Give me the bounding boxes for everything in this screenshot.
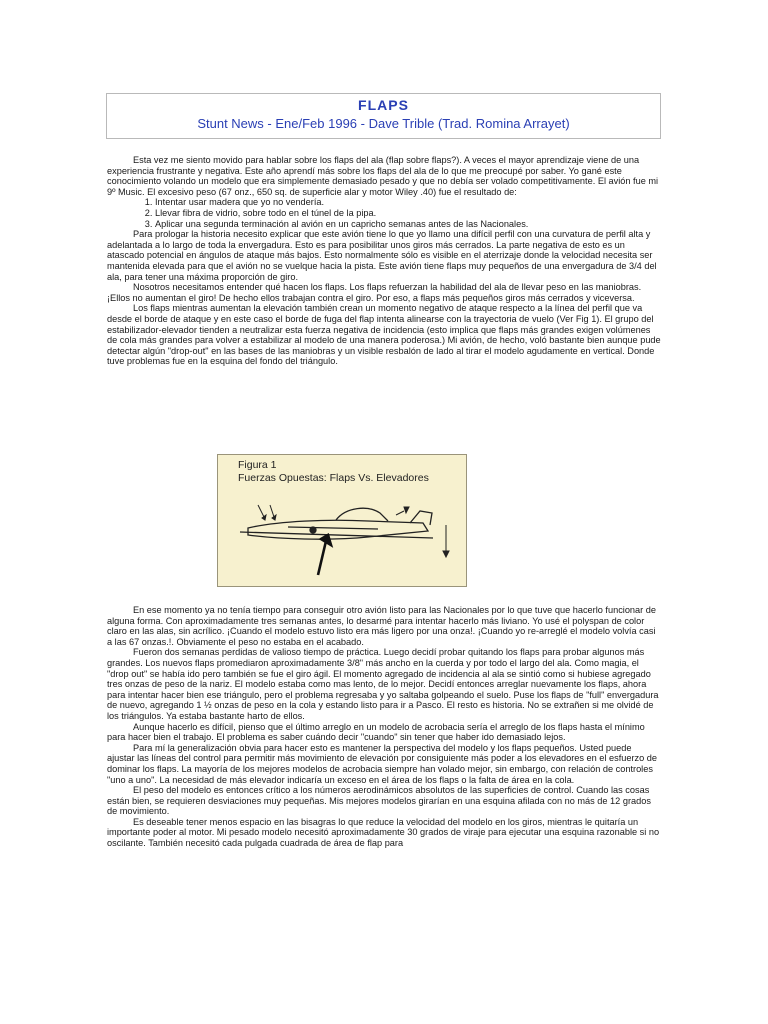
article-subtitle: Stunt News - Ene/Feb 1996 - Dave Trible (Trad. Romina Arrayet) [197,116,570,131]
lift-arrow [318,541,326,575]
force-arrows [318,535,331,575]
arrow [270,505,274,517]
article-body-part-2 [107,605,661,849]
paragraph: Aunque hacerlo es difícil, pienso que el último arreglo en un modelo de acrobacia sería el arreglo de los flaps hasta el mínimo para hacer bien el trabajo. El problema es saber cuándo decir "cuando" sin tener que haber ido demasiado lejos. [107,721,645,743]
paragraph: Nosotros necesitamos entender qué hacen los flaps. Los flaps refuerzan la habilidad del ala de llevar peso en las maniobras. ¡Ellos no aumentan el giro! De hecho ellos trabajan contra el giro. Por eso, a flaps más pequeños giros más cerrados y viceversa. [107,282,642,303]
paragraph: Los flaps mientras aumentan la elevación también crean un momento negativo de ataque respecto a la línea del perfil que va desde el borde de ataque y en este caso el borde de fuga del flap intenta alinearse con la trayectoria de vuelo (Ver Fig 1). El grupo del estabilizador-elevador tienden a neutralizar esta fuerza negativa de incidencia (esto implica que flaps más grandes exigen volúmenes de cola más grandes para volver a estabilizar al modelo de una manera poderosa.) Mi avión, de hecho, voló bastante bien aunque pude detectar algún "drop-out" en las bases de las maniobras y un visible resbalón de lado al tirar el modelo agudamente en vertical. Donde tuve problemas fue en la esquina del fondo del triángulo. [107,303,661,367]
wing-chord [288,527,378,529]
small-arrows [258,505,449,557]
paragraph: Esta vez me siento movido para hablar sobre los flaps del ala (flap sobre flaps?). A veces el mayor aprendizaje viene de una experiencia frustrante y negativa. Este año aprendí más sobre los flaps del ala de lo que me preocupé por saber. Yo gané este conocimiento volando un modelo que era simplemente demasiado pesado y que no debía ser volado competitivamente. El avión fue mi 9º Music. El excesivo peso (67 onz., 650 sq. de superficie alar y motor Wiley .40) fue el resultado de: [107,155,659,197]
paragraph: Para mí la generalización obvia para hacer esto es mantener la perspectiva del modelo y los flaps pequeños. Usted puede ajustar las líneas del control para permitir más movimiento de elevación por consiguiente más poder a los elevadores en el esfuerzo de dominar los flaps. La mayoría de los mejores modelos de acrobacia siempre han volado mejor, sin embargo, con relación de controles "uno a uno". La necesidad de más elevador indicaría un exceso en el área de los flaps o la falta de área en la cola. [107,742,658,785]
arrow [396,511,404,515]
airplane-forces-diagram [218,455,468,588]
list-item: 3. Aplicar una segunda terminación al avión en un capricho semanas antes de las Nacionales. [155,219,661,230]
figure-caption-title: Fuerzas Opuestas: Flaps Vs. Elevadores [238,472,429,484]
arrowhead [404,507,409,513]
article-title: FLAPS [358,97,409,113]
paragraph: Para prologar la historia necesito explicar que este avión tiene lo que yo llamo una difícil perfil con una curvatura de perfil alta y adelantada a lo largo de toda la envergadura. Esto es para posibilitar unos giros más cerrados. La parte negativa de esto es un atascado potencial en ángulos de ataque más bajos. Esto normalmente sólo es visible en el aterrizaje donde la velocidad necesita ser mantenida elevada para que el avión no se vuelque hacia la pista. Este avión tiene flaps muy pequeños de una envergadura de 3/4 del ala, para tener una máxima proporción de giro. [107,229,657,282]
article-body-part-1 [107,155,661,367]
canopy [336,508,388,521]
article-header [106,93,661,139]
paragraph: Es deseable tener menos espacio en las bisagras lo que reduce la velocidad del modelo en los giros, mientras le quitaría un importante poder al motor. Mi pesado modelo necesitó aproximadamente 30 grados de viraje para ejecutar una esquina razonable si no oscilante. También necesitó cada pulgada cuadrada de área de flap para [107,816,660,849]
arrow [258,505,264,517]
paragraph: Fueron dos semanas perdidas de valioso tiempo de práctica. Luego decidí probar quitando los flaps para probar algunos más grandes. Los nuevos flaps promediaron aproximadamente 3/8" más ancho en la cuerda y por todo el largo del ala. Como magia, el "drop out" se había ido pero también se fue el giro ágil. El momento agregado de incidencia al ala se sintió como si hubiese agregado tres onzas de peso de la nariz. El modelo estaba como mas lento, de lo mejor. Decidí entonces arreglar nuevamente los flaps, ahora para intentar hacer bien ese triángulo, pero el problema regresaba y yo saltaba golpeando el suelo. Puse los flaps de "full" envergadura de nuevo, agregando 1 ½ onzas de peso en la cola y estando listo para ir a Pasco. El resto es historia. No se extrañen si me olvidé de los triángulos. Ya estaba bastante harto de ellos. [107,647,659,721]
list-item: 1. Intentar usar madera que yo no vendería. [155,197,661,208]
arrowhead [262,515,266,520]
paragraph: En ese momento ya no tenía tiempo para conseguir otro avión listo para las Nacionales por lo que tuve que hacerlo funcionar de alguna forma. Con aproximadamente tres semanas antes, lo desarmé para intentar hacerlo más liviano. Yo usé el polyspan de color claro en las alas, sin acrílico. ¡Cuando el modelo estuvo listo era más ligero por una onza!. ¡Cuando yo re-arreglé el modelo volvía casi a las 67 onzas.!. Obviamente el peso no estaba en el acabado. [107,605,656,647]
paragraph: El peso del modelo es entonces crítico a los números aerodinámicos absolutos de las superficies de control. Cuando las cosas están bien, se requieren desviaciones muy pequeñas. Mis mejores modelos girarían en una esquina afilada con no más de 12 grados de movimiento. [107,785,651,817]
cause-list [107,197,661,229]
figure-1 [217,454,467,587]
list-item: 2. Llevar fibra de vidrio, sobre todo en el túnel de la pipa. [155,208,661,219]
lift-arrowhead [321,535,331,545]
figure-caption-number: Figura 1 [238,459,277,471]
fuselage [248,520,428,539]
arrowhead [443,551,449,557]
wheel [310,527,316,533]
airplane-sketch [240,508,433,539]
